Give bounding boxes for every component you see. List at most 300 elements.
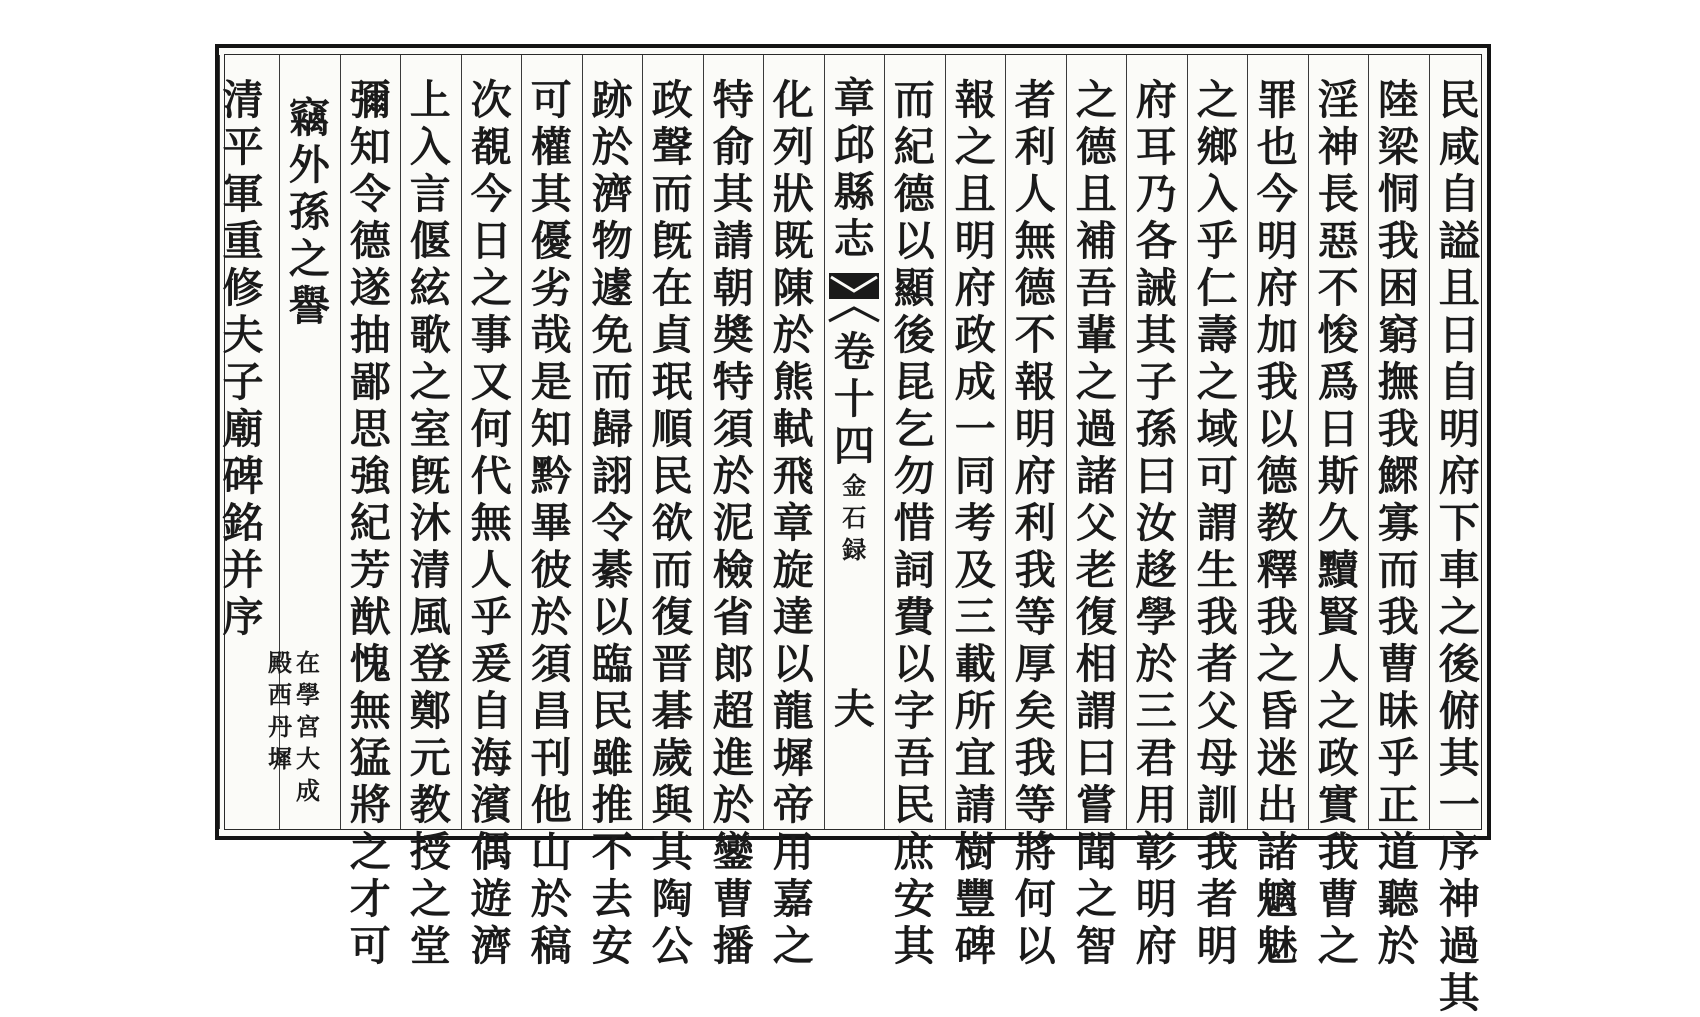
text-column-char: 化: [772, 76, 814, 124]
text-column-char: 以: [893, 217, 935, 265]
text-column-char: 於: [530, 875, 572, 923]
text-column-char: 於: [712, 781, 754, 829]
text-column-char: 君: [1135, 734, 1177, 782]
text-column-char: 生: [1196, 546, 1238, 594]
text-column-char: 彌: [349, 76, 391, 124]
text-column-char: 可: [530, 76, 572, 124]
text-column-char: 之: [1317, 922, 1359, 970]
text-column-char: 一: [1438, 781, 1480, 829]
col20-char: 外: [288, 141, 330, 189]
text-column-char: 將: [1014, 828, 1056, 876]
text-column-char: 謚: [1438, 217, 1480, 265]
text-column-char: 乃: [1135, 170, 1177, 218]
text-column: [582, 55, 643, 970]
text-column-char: 堂: [409, 922, 451, 970]
text-column-char: 智: [1075, 922, 1117, 970]
text-column-char: 出: [1256, 781, 1298, 829]
text-column-char: 其: [1438, 969, 1480, 1017]
text-column-char: 鰥: [1377, 452, 1419, 500]
text-column-char: 實: [1317, 781, 1359, 829]
text-column-char: 吾: [1075, 264, 1117, 312]
text-column-char: 以: [772, 640, 814, 688]
text-column-char: 旣: [651, 217, 693, 265]
text-column-char: 惜: [893, 499, 935, 547]
text-column-char: 特: [712, 76, 754, 124]
text-column-char: 在: [651, 264, 693, 312]
text-column-char: 惡: [1317, 217, 1359, 265]
text-column-char: 下: [1438, 499, 1480, 547]
text-column-char: 梁: [1377, 123, 1419, 171]
inscription-title-char: 碑: [222, 452, 264, 500]
inscription-title-char: 平: [222, 123, 264, 171]
text-column-char: 推: [591, 781, 633, 829]
text-column-char: 海: [470, 734, 512, 782]
text-column-char: 民: [651, 452, 693, 500]
banner-tail-char: 夫: [833, 685, 875, 733]
note-left-char: 丹: [268, 712, 292, 741]
text-column-char: 日: [1438, 311, 1480, 359]
text-column-char: 者: [1196, 640, 1238, 688]
text-column-char: 一: [954, 405, 996, 453]
text-column-char: 教: [409, 781, 451, 829]
text-column-char: 利: [1014, 123, 1056, 171]
text-column-char: 老: [1075, 546, 1117, 594]
text-column-char: 彰: [1135, 828, 1177, 876]
text-column-char: 於: [530, 593, 572, 641]
text-column-char: 曰: [1075, 734, 1117, 782]
text-column-char: 昌: [530, 687, 572, 735]
text-column-char: 咸: [1438, 123, 1480, 171]
text-column-char: 詞: [893, 546, 935, 594]
text-column-char: 曹: [1377, 640, 1419, 688]
text-column-char: 釋: [1256, 546, 1298, 594]
text-column-char: 人: [1014, 170, 1056, 218]
text-column: [461, 55, 522, 970]
text-column-char: 撫: [1377, 358, 1419, 406]
text-column-char: 顯: [893, 264, 935, 312]
text-column-char: 困: [1377, 264, 1419, 312]
text-column-char: 物: [591, 217, 633, 265]
text-column-char: 公: [651, 922, 693, 970]
text-column-char: 事: [470, 311, 512, 359]
text-column-char: 明: [1014, 405, 1056, 453]
text-column-char: 勿: [893, 452, 935, 500]
text-column-char: 遊: [470, 875, 512, 923]
inscription-title-char: 并: [222, 546, 264, 594]
text-column-char: 濱: [470, 781, 512, 829]
text-column-char: 強: [349, 452, 391, 500]
text-column-char: 同: [954, 452, 996, 500]
text-column-char: 安: [893, 875, 935, 923]
text-column-char: 母: [1196, 734, 1238, 782]
text-column-char: 後: [893, 311, 935, 359]
text-column-char: 旋: [772, 546, 814, 594]
text-column-char: 報: [954, 76, 996, 124]
text-column-char: 我: [1256, 593, 1298, 641]
text-column-char: 紀: [893, 123, 935, 171]
text-column-char: 於: [1377, 922, 1419, 970]
text-column-char: 權: [530, 123, 572, 171]
text-column-char: 愧: [349, 640, 391, 688]
col20-char: 孫: [288, 188, 330, 236]
text-column-char: 絃: [409, 264, 451, 312]
text-column-char: 今: [470, 170, 512, 218]
text-column-char: 濟: [470, 922, 512, 970]
col20-char: 譽: [288, 282, 330, 330]
text-column-char: 珉: [651, 358, 693, 406]
text-column-char: 哉: [530, 311, 572, 359]
text-column-char: 可: [1196, 452, 1238, 500]
text-column-char: 教: [1256, 499, 1298, 547]
text-column-char: 趍: [1135, 546, 1177, 594]
text-column-char: 迷: [1256, 734, 1298, 782]
text-column-char: 政: [651, 76, 693, 124]
text-column-char: 黷: [1317, 546, 1359, 594]
text-column-char: 復: [1075, 593, 1117, 641]
text-column-char: 將: [349, 781, 391, 829]
text-column-char: 而: [893, 76, 935, 124]
text-column-char: 過: [1075, 405, 1117, 453]
text-column-char: 昆: [893, 358, 935, 406]
inscription-title-char: 夫: [222, 311, 264, 359]
text-column-char: 用: [772, 828, 814, 876]
text-column-char: 我: [1377, 593, 1419, 641]
text-column-char: 須: [530, 640, 572, 688]
inscription-title-char: 子: [222, 358, 264, 406]
text-column-char: 言: [409, 170, 451, 218]
text-column-char: 歌: [409, 311, 451, 359]
text-column-char: 道: [1377, 828, 1419, 876]
text-column-char: 登: [409, 640, 451, 688]
text-column-char: 學: [1135, 593, 1177, 641]
banner-column: [824, 55, 885, 829]
text-column-char: 神: [1438, 875, 1480, 923]
text-column-char: 詡: [591, 452, 633, 500]
text-column-char: 軾: [772, 405, 814, 453]
text-column-char: 與: [651, 781, 693, 829]
banner-volume-char: 四: [833, 422, 875, 470]
inscription-title: [219, 77, 267, 641]
inscription-title-char: 廟: [222, 405, 264, 453]
fishtail-lower-icon: [827, 305, 881, 323]
text-column-char: 德: [1256, 452, 1298, 500]
text-column-char: 其: [893, 922, 935, 970]
text-column-char: 輩: [1075, 311, 1117, 359]
text-column-char: 其: [651, 828, 693, 876]
text-column-char: 進: [712, 734, 754, 782]
text-column-char: 遂: [349, 264, 391, 312]
text-column-char: 播: [712, 922, 754, 970]
text-column-char: 德: [1014, 264, 1056, 312]
text-column: [1126, 55, 1187, 970]
text-column-char: 是: [530, 358, 572, 406]
banner-volume-char: 十: [833, 375, 875, 423]
text-column-char: 曹: [712, 875, 754, 923]
inscription-note: [267, 647, 321, 807]
text-column-char: 其: [1438, 734, 1480, 782]
text-column-char: 曹: [1317, 875, 1359, 923]
note-left-char: 墀: [268, 744, 292, 773]
text-column-char: 利: [1014, 499, 1056, 547]
inscription-title-char: 清: [222, 76, 264, 124]
text-column-char: 府: [1438, 452, 1480, 500]
text-column-char: 綦: [591, 546, 633, 594]
text-column-char: 者: [1014, 76, 1056, 124]
text-column-char: 府: [1135, 76, 1177, 124]
col20-char: 之: [288, 235, 330, 283]
text-column-char: 俞: [712, 123, 754, 171]
text-column-char: 政: [954, 311, 996, 359]
text-column-char: 父: [1196, 687, 1238, 735]
text-column-char: 之: [1196, 76, 1238, 124]
text-column-char: 飛: [772, 452, 814, 500]
text-column-char: 自: [1438, 170, 1480, 218]
banner-section-char: 録: [842, 535, 867, 564]
text-column-char: 者: [1196, 875, 1238, 923]
text-column-char: 刊: [530, 734, 572, 782]
text-column-char: 入: [1196, 170, 1238, 218]
text-column-char: 德: [349, 217, 391, 265]
text-column: [1187, 55, 1248, 970]
text-column-char: 所: [954, 687, 996, 735]
text-column-char: 劣: [530, 264, 572, 312]
text-column-char: 民: [893, 781, 935, 829]
text-column-char: 猛: [349, 734, 391, 782]
note-right-char: 在: [296, 648, 320, 677]
text-column-char: 昏: [1256, 687, 1298, 735]
text-column-char: 龍: [772, 687, 814, 735]
text-column-char: 令: [349, 170, 391, 218]
text-column-char: 聽: [1377, 875, 1419, 923]
text-column-char: 日: [470, 217, 512, 265]
note-left-char: 西: [268, 680, 292, 709]
note-left: [267, 647, 293, 807]
text-column-char: 無: [470, 499, 512, 547]
col20-char: 竊: [288, 94, 330, 142]
text-column-char: 我: [1256, 358, 1298, 406]
text-column-char: 德: [893, 170, 935, 218]
text-column-char: 不: [1317, 264, 1359, 312]
text-column: [400, 55, 461, 970]
text-column-char: 猷: [349, 593, 391, 641]
text-column-char: 安: [591, 922, 633, 970]
text-column-char: 之: [1196, 358, 1238, 406]
text-column-char: 抽: [349, 311, 391, 359]
text-column-char: 入: [409, 123, 451, 171]
banner-title-char: 邱: [833, 121, 875, 169]
text-column-char: 於: [1135, 640, 1177, 688]
text-column-char: 悛: [1317, 311, 1359, 359]
text-column-char: 等: [1014, 593, 1056, 641]
text-column-char: 碁: [651, 687, 693, 735]
text-column-char: 報: [1014, 358, 1056, 406]
inscription-title-char: 重: [222, 217, 264, 265]
text-column-char: 於: [772, 311, 814, 359]
text-column-char: 之: [1256, 640, 1298, 688]
text-column-char: 補: [1075, 217, 1117, 265]
text-column-char: 列: [772, 123, 814, 171]
text-column-char: 紀: [349, 499, 391, 547]
text-column-char: 府: [1256, 264, 1298, 312]
text-column-char: 晋: [651, 640, 693, 688]
text-column-char: 知: [530, 405, 572, 453]
text-column-char: 明: [1256, 217, 1298, 265]
text-column-char: 特: [712, 358, 754, 406]
text-column-char: 遽: [591, 264, 633, 312]
text-column-char: 載: [954, 640, 996, 688]
text-column-char: 何: [1014, 875, 1056, 923]
text-column-char: 欲: [651, 499, 693, 547]
text-column-char: 於: [591, 123, 633, 171]
inscription-title-char: 軍: [222, 170, 264, 218]
text-column-char: 跡: [591, 76, 633, 124]
text-column-char: 厚: [1014, 640, 1056, 688]
text-column-char: 帝: [772, 781, 814, 829]
book-page: [215, 44, 1491, 1017]
text-column: [1247, 55, 1308, 970]
text-column-char: 車: [1438, 546, 1480, 594]
text-column: [521, 55, 582, 970]
text-column-char: 請: [954, 781, 996, 829]
text-column-char: 墀: [772, 734, 814, 782]
text-column-char: 及: [954, 546, 996, 594]
text-column-char: 超: [712, 687, 754, 735]
text-column-char: 之: [349, 828, 391, 876]
text-column-char: 而: [651, 546, 693, 594]
note-left-char: 殿: [268, 648, 292, 677]
text-column-char: 府: [954, 264, 996, 312]
text-column-char: 乎: [1196, 217, 1238, 265]
text-column-char: 令: [591, 499, 633, 547]
text-column-char: 鄭: [409, 687, 451, 735]
text-column-char: 清: [409, 546, 451, 594]
banner-section: [830, 470, 878, 566]
text-column-char: 之: [772, 922, 814, 970]
text-column-char: 次: [470, 76, 512, 124]
text-column-char: 府: [1135, 922, 1177, 970]
text-column-char: 乎: [470, 593, 512, 641]
text-column-char: 何: [470, 405, 512, 453]
text-column-char: 達: [772, 593, 814, 641]
banner-volume-char: 卷: [833, 328, 875, 376]
text-column-char: 民: [1438, 76, 1480, 124]
text-column-char: 謂: [1196, 499, 1238, 547]
text-column-char: 宜: [954, 734, 996, 782]
text-column-char: 考: [954, 499, 996, 547]
text-column-char: 省: [712, 593, 754, 641]
note-right-char: 大: [296, 744, 320, 773]
text-column-char: 我: [1377, 405, 1419, 453]
text-column-char: 自: [470, 687, 512, 735]
text-column-char: 碑: [954, 922, 996, 970]
text-column-char: 旣: [409, 452, 451, 500]
text-column-char: 誡: [1135, 264, 1177, 312]
text-column-char: 覩: [470, 123, 512, 171]
text-column-char: 魑: [1256, 875, 1298, 923]
text-column-char: 我: [1196, 828, 1238, 876]
text-column-char: 思: [349, 405, 391, 453]
text-column-char: 嘗: [1075, 781, 1117, 829]
text-column: [642, 55, 703, 970]
text-column-char: 窮: [1377, 311, 1419, 359]
text-column-char: 鄙: [349, 358, 391, 406]
text-column-char: 神: [1317, 123, 1359, 171]
text-column-char: 黔: [530, 452, 572, 500]
text-column-char: 以: [893, 640, 935, 688]
text-column-char: 子: [1135, 358, 1177, 406]
text-column: [945, 55, 1006, 970]
text-column-char: 泥: [712, 499, 754, 547]
text-column-char: 政: [1317, 734, 1359, 782]
fishtail-ornament-icon: [827, 271, 881, 301]
text-column-char: 陳: [772, 264, 814, 312]
text-column-char: 俯: [1438, 687, 1480, 735]
text-column-char: 而: [591, 358, 633, 406]
text-column-char: 以: [591, 593, 633, 641]
text-column-char: 嘉: [772, 875, 814, 923]
text-column: [763, 55, 824, 970]
text-column-char: 熊: [772, 358, 814, 406]
text-column-char: 吾: [893, 734, 935, 782]
text-column-char: 諸: [1075, 452, 1117, 500]
text-column-char: 且: [1075, 170, 1117, 218]
text-column-char: 其: [712, 170, 754, 218]
text-column-char: 朝: [712, 264, 754, 312]
text-column-char: 久: [1317, 499, 1359, 547]
text-column-char: 人: [1317, 640, 1359, 688]
text-column-char: 明: [1196, 922, 1238, 970]
text-column-char: 德: [1075, 123, 1117, 171]
text-column-char: 也: [1256, 123, 1298, 171]
text-column-char: 庶: [893, 828, 935, 876]
text-column-char: 請: [712, 217, 754, 265]
text-column-char: 知: [349, 123, 391, 171]
text-column-char: 山: [530, 828, 572, 876]
text-column-char: 須: [712, 405, 754, 453]
text-column-char: 加: [1256, 311, 1298, 359]
text-column-char: 彼: [530, 546, 572, 594]
text-column-char: 授: [409, 828, 451, 876]
text-column-char: 汝: [1135, 499, 1177, 547]
text-column-char: 域: [1196, 405, 1238, 453]
text-column-char: 陸: [1377, 76, 1419, 124]
text-column-char: 三: [1135, 687, 1177, 735]
text-column-char: 才: [349, 875, 391, 923]
text-column-char: 罪: [1256, 76, 1298, 124]
text-column-char: 我: [1014, 734, 1056, 782]
text-column-char: 過: [1438, 922, 1480, 970]
text-column-char: 各: [1135, 217, 1177, 265]
text-column-char: 稿: [530, 922, 572, 970]
text-column-char: 仁: [1196, 264, 1238, 312]
text-column-char: 昧: [1377, 687, 1419, 735]
text-column: [1066, 55, 1127, 970]
text-column-char: 可: [349, 922, 391, 970]
text-column-char: 之: [409, 875, 451, 923]
text-column-char: 爲: [1317, 358, 1359, 406]
text-column-char: 歲: [651, 734, 693, 782]
text-column-char: 無: [1014, 217, 1056, 265]
text-column-char: 上: [409, 76, 451, 124]
text-column-char: 費: [893, 593, 935, 641]
text-column-char: 孫: [1135, 405, 1177, 453]
inscription-title-char: 修: [222, 264, 264, 312]
text-column-char: 偃: [409, 217, 451, 265]
text-column-char: 淫: [1317, 76, 1359, 124]
text-column-char: 寡: [1377, 499, 1419, 547]
banner-section-char: 石: [842, 503, 867, 532]
text-column-char: 謂: [1075, 687, 1117, 735]
